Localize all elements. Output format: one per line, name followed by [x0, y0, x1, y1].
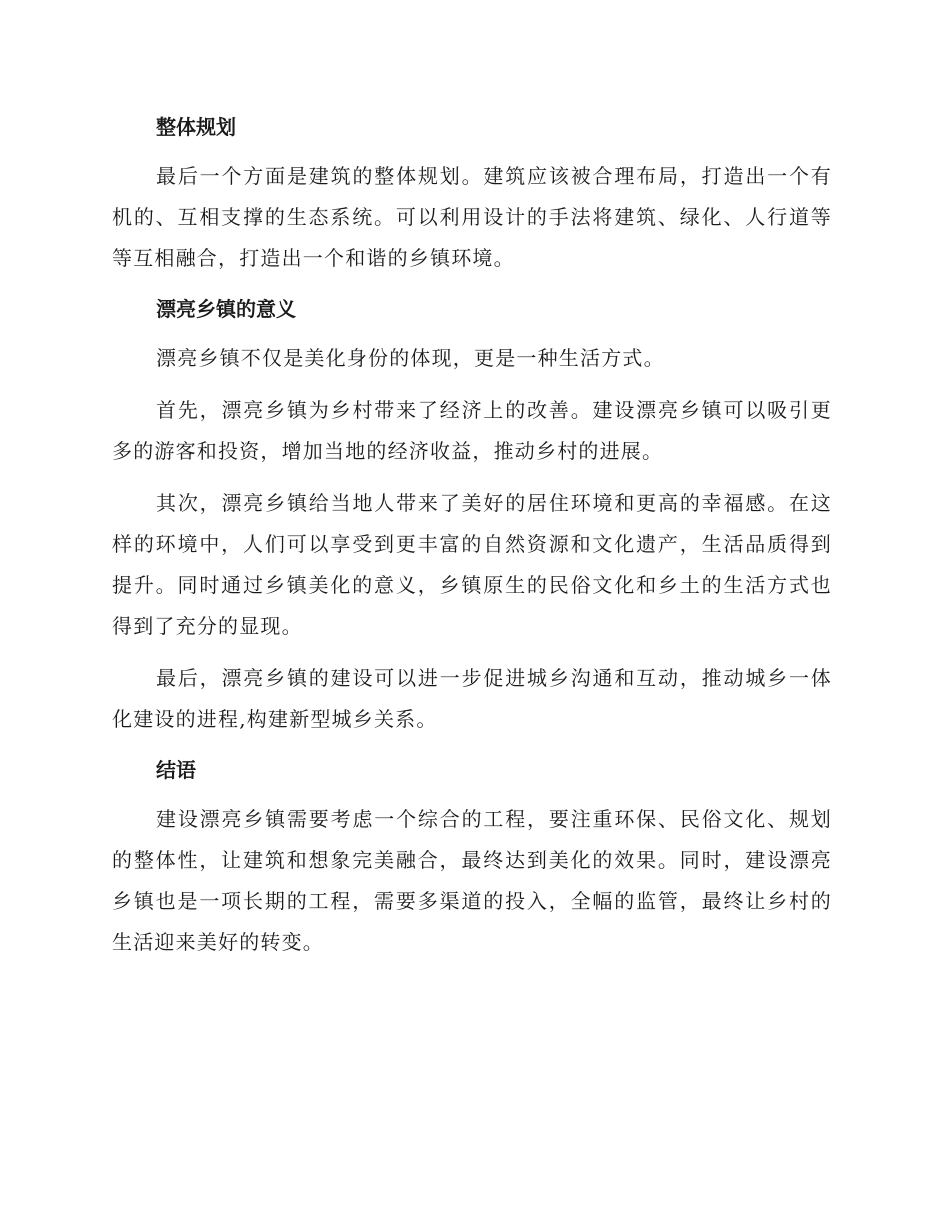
section-heading: 漂亮乡镇的意义: [156, 297, 296, 321]
section-heading: 整体规划: [156, 115, 236, 139]
paragraph: 最后，漂亮乡镇的建设可以进一步促进城乡沟通和互动，推动城乡一体化建设的进程,构建新型城乡关系。: [112, 666, 832, 731]
paragraph: 最后一个方面是建筑的整体规划。建筑应该被合理布局，打造出一个有机的、互相支撑的生态系统。可以利用设计的手法将建筑、绿化、人行道等等互相融合，打造出一个和谐的乡镇环境。: [112, 164, 832, 270]
paragraph: 建设漂亮乡镇需要考虑一个综合的工程，要注重环保、民俗文化、规划的整体性，让建筑和想象完美融合，最终达到美化的效果。同时，建设漂亮乡镇也是一项长期的工程，需要多渠道的投入，全幅的监管，最终让乡村的生活迎来美好的转变。: [112, 807, 832, 954]
section-heading: 结语: [156, 758, 196, 782]
section-overall-planning: [112, 108, 832, 279]
paragraph: 首先，漂亮乡镇为乡村带来了经济上的改善。建设漂亮乡镇可以吸引更多的游客和投资，增加当地的经济收益，推动乡村的进展。: [112, 398, 832, 463]
document-page: [112, 108, 832, 974]
section-conclusion: [112, 751, 832, 963]
section-significance: [112, 290, 832, 740]
paragraph: 漂亮乡镇不仅是美化身份的体现，更是一种生活方式。: [156, 346, 665, 370]
paragraph: 其次，漂亮乡镇给当地人带来了美好的居住环境和更高的幸福感。在这样的环境中，人们可以享受到更丰富的自然资源和文化遗产，生活品质得到提升。同时通过乡镇美化的意义，乡镇原生的民俗文化和乡土的生活方式也得到了充分的显现。: [112, 491, 832, 638]
